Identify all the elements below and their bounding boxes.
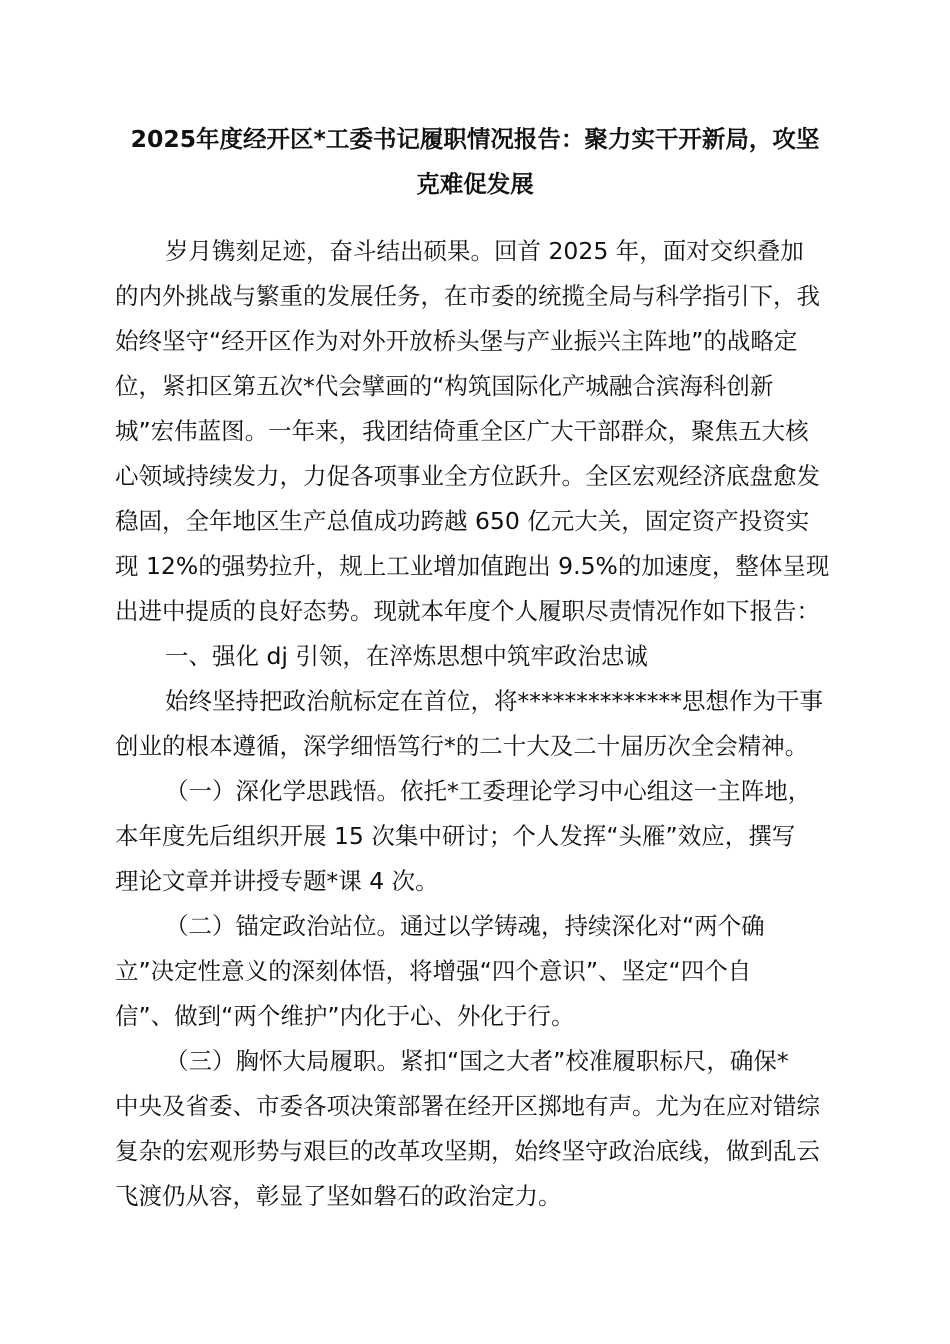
- text-line: 出进中提质的良好态势。现就本年度个人履职尽责情况作如下报告：: [115, 597, 820, 625]
- text-line: 岁月镌刻足迹，奋斗结出硕果。回首 2025 年，面对交织叠加: [165, 237, 804, 265]
- text-line: 立”决定性意义的深刻体悟，将增强“四个意识”、坚定“四个自: [115, 957, 752, 985]
- heading-line: 一、强化 dj 引领，在淬炼思想中筑牢政治忠诚: [165, 642, 648, 670]
- text-line: 创业的根本遵循，深学细悟笃行*的二十大及二十届历次全会精神。: [115, 732, 809, 760]
- text-line: （一）深化学思践悟。依托*工委理论学习中心组这一主阵地，: [165, 777, 812, 805]
- text-line: 飞渡仍从容，彰显了坚如磐石的政治定力。: [115, 1182, 562, 1210]
- paragraph: [115, 679, 840, 769]
- text-line: 城”宏伟蓝图。一年来，我团结倚重全区广大干部群众，聚焦五大核: [115, 417, 809, 445]
- text-line: 始终坚持把政治航标定在首位，将**************思想作为干事: [165, 687, 823, 715]
- text-line: 现 12%的强势拉升，规上工业增加值跑出 9.5%的加速度，整体呈现: [115, 552, 830, 580]
- text-line: 的内外挑战与繁重的发展任务，在市委的统揽全局与科学指引下，我: [115, 282, 820, 310]
- text-line: 心领域持续发力，力促各项事业全方位跃升。全区宏观经济底盘愈发: [115, 462, 820, 490]
- paragraph-sub-3: [115, 1039, 840, 1219]
- title-line: 克难促发展: [416, 170, 534, 198]
- document-body: [115, 229, 840, 1219]
- text-line: 中央及省委、市委各项决策部署在经开区掷地有声。尤为在应对错综: [115, 1092, 820, 1120]
- text-line: 稳固，全年地区生产总值成功跨越 650 亿元大关，固定资产投资实: [115, 507, 810, 535]
- paragraph-sub-1: [115, 769, 840, 904]
- paragraph-sub-2: [115, 904, 840, 1039]
- text-line: （二）锚定政治站位。通过以学铸魂，持续深化对“两个确: [165, 912, 765, 940]
- title-line: 2025年度经开区*工委书记履职情况报告：聚力实干开新局，攻坚: [130, 125, 820, 153]
- text-line: 始终坚守“经开区作为对外开放桥头堡与产业振兴主阵地”的战略定: [115, 327, 798, 355]
- text-line: 本年度先后组织开展 15 次集中研讨；个人发挥“头雁”效应，撰写: [115, 822, 796, 850]
- section-heading: [115, 634, 840, 679]
- text-line: （三）胸怀大局履职。紧扣“国之大者”校准履职标尺，确保*: [165, 1047, 789, 1075]
- text-line: 位，紧扣区第五次*代会擘画的“构筑国际化产城融合滨海科创新: [115, 372, 774, 400]
- paragraph-intro: [115, 229, 840, 634]
- text-line: 理论文章并讲授专题*课 4 次。: [115, 867, 439, 895]
- text-line: 信”、做到“两个维护”内化于心、外化于行。: [115, 1002, 575, 1030]
- text-line: 复杂的宏观形势与艰巨的改革攻坚期，始终坚守政治底线，做到乱云: [115, 1137, 820, 1165]
- document-title: [100, 117, 850, 207]
